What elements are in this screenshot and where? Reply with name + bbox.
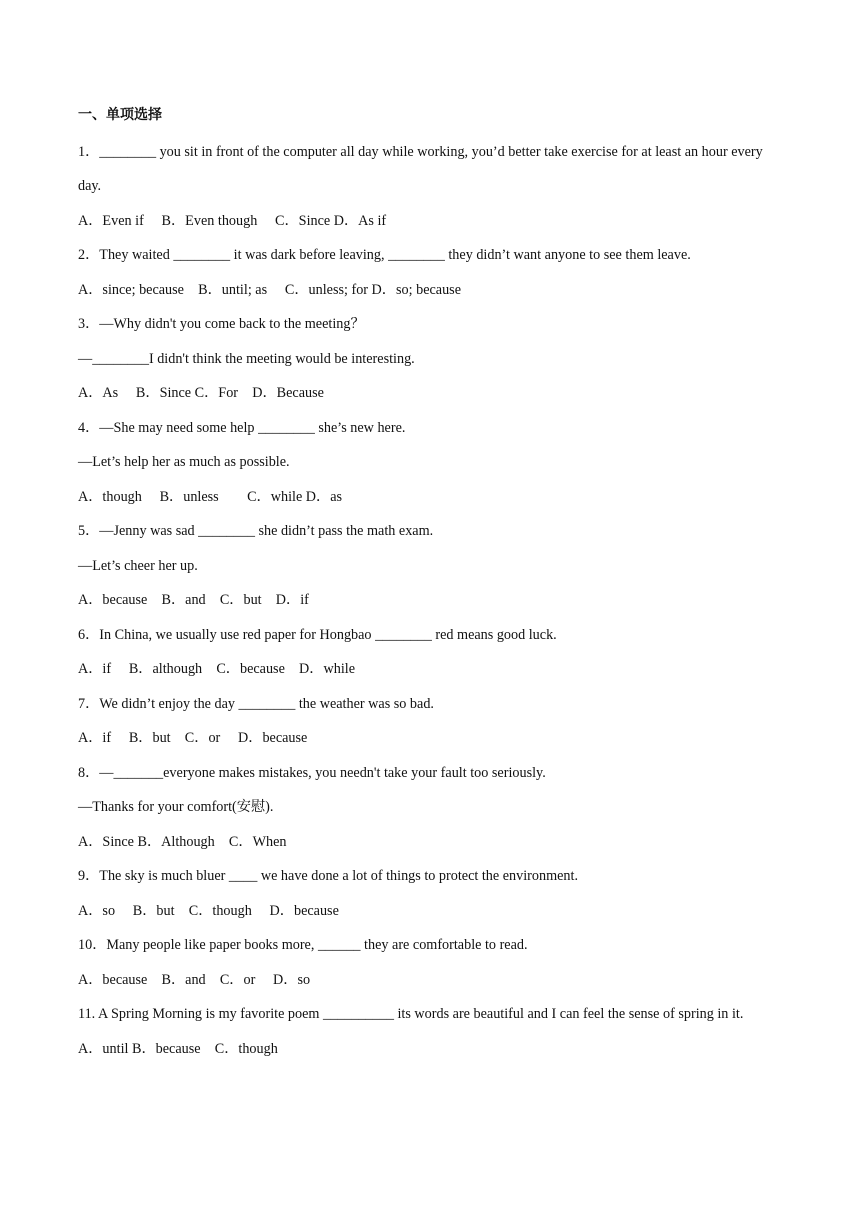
exercise-sheet — [78, 100, 786, 1066]
question-4-reply: —Let’s help her as much as possible. — [78, 454, 290, 470]
question-9-text: 9．The sky is much bluer ____ we have done a lot of things to protect the environment. — [78, 868, 578, 884]
question-2-options: A．since; because B．until; as C．unless; for D．so; because — [78, 281, 461, 298]
question-8-options: A．Since B．Although C．When — [78, 833, 287, 850]
question-5-options: A．because B．and C．but D．if — [78, 592, 309, 608]
question-4-options: A．though B．unless C．while D．as — [78, 488, 343, 505]
question-1-text: 1．________ you sit in front of the computer all day while working, you’d better take exercise for at least an hour every day. — [78, 143, 763, 194]
question-3-text: 3．—Why didn't you come back to the meeting？ — [78, 316, 365, 332]
question-4-text: 4．—She may need some help ________ she’s new here. — [78, 419, 406, 436]
question-10-options: A．because B．and C．or D．so — [78, 971, 311, 988]
question-3-reply: —________I didn't think the meeting would be interesting. — [78, 350, 415, 367]
question-6-options: A．if B．although C．because D．while — [78, 661, 356, 677]
question-8-text: 8．—_______everyone makes mistakes, you needn't take your fault too seriously. — [78, 764, 546, 781]
question-3-options: A．As B．Since C．For D．Because — [78, 385, 324, 401]
question-7-options: A．if B．but C．or D．because — [78, 730, 308, 746]
section-title: 一、单项选择 — [78, 107, 162, 123]
question-7-text: 7．We didn’t enjoy the day ________ the weather was so bad. — [78, 695, 434, 712]
question-2-text: 2．They waited ________ it was dark before leaving, ________ they didn’t want anyone to see them leave. — [78, 247, 691, 263]
question-1-options: A．Even if B．Even though C．Since D．As if — [78, 212, 387, 229]
question-6-text: 6．In China, we usually use red paper for Hongbao ________ red means good luck. — [78, 626, 557, 643]
question-5-reply: —Let’s cheer her up. — [78, 557, 198, 574]
question-11-options: A．until B．because C．though — [78, 1040, 278, 1057]
question-10-text: 10．Many people like paper books more, ______ they are comfortable to read. — [78, 937, 528, 953]
question-5-text: 5．—Jenny was sad ________ she didn’t pass the math exam. — [78, 523, 434, 539]
question-11-text: 11. A Spring Morning is my favorite poem __________ its words are beautiful and I can feel the sense of spring in it. — [78, 1006, 744, 1022]
question-8-reply: —Thanks for your comfort(安慰). — [78, 799, 274, 815]
question-9-options: A．so B．but C．though D．because — [78, 902, 339, 919]
